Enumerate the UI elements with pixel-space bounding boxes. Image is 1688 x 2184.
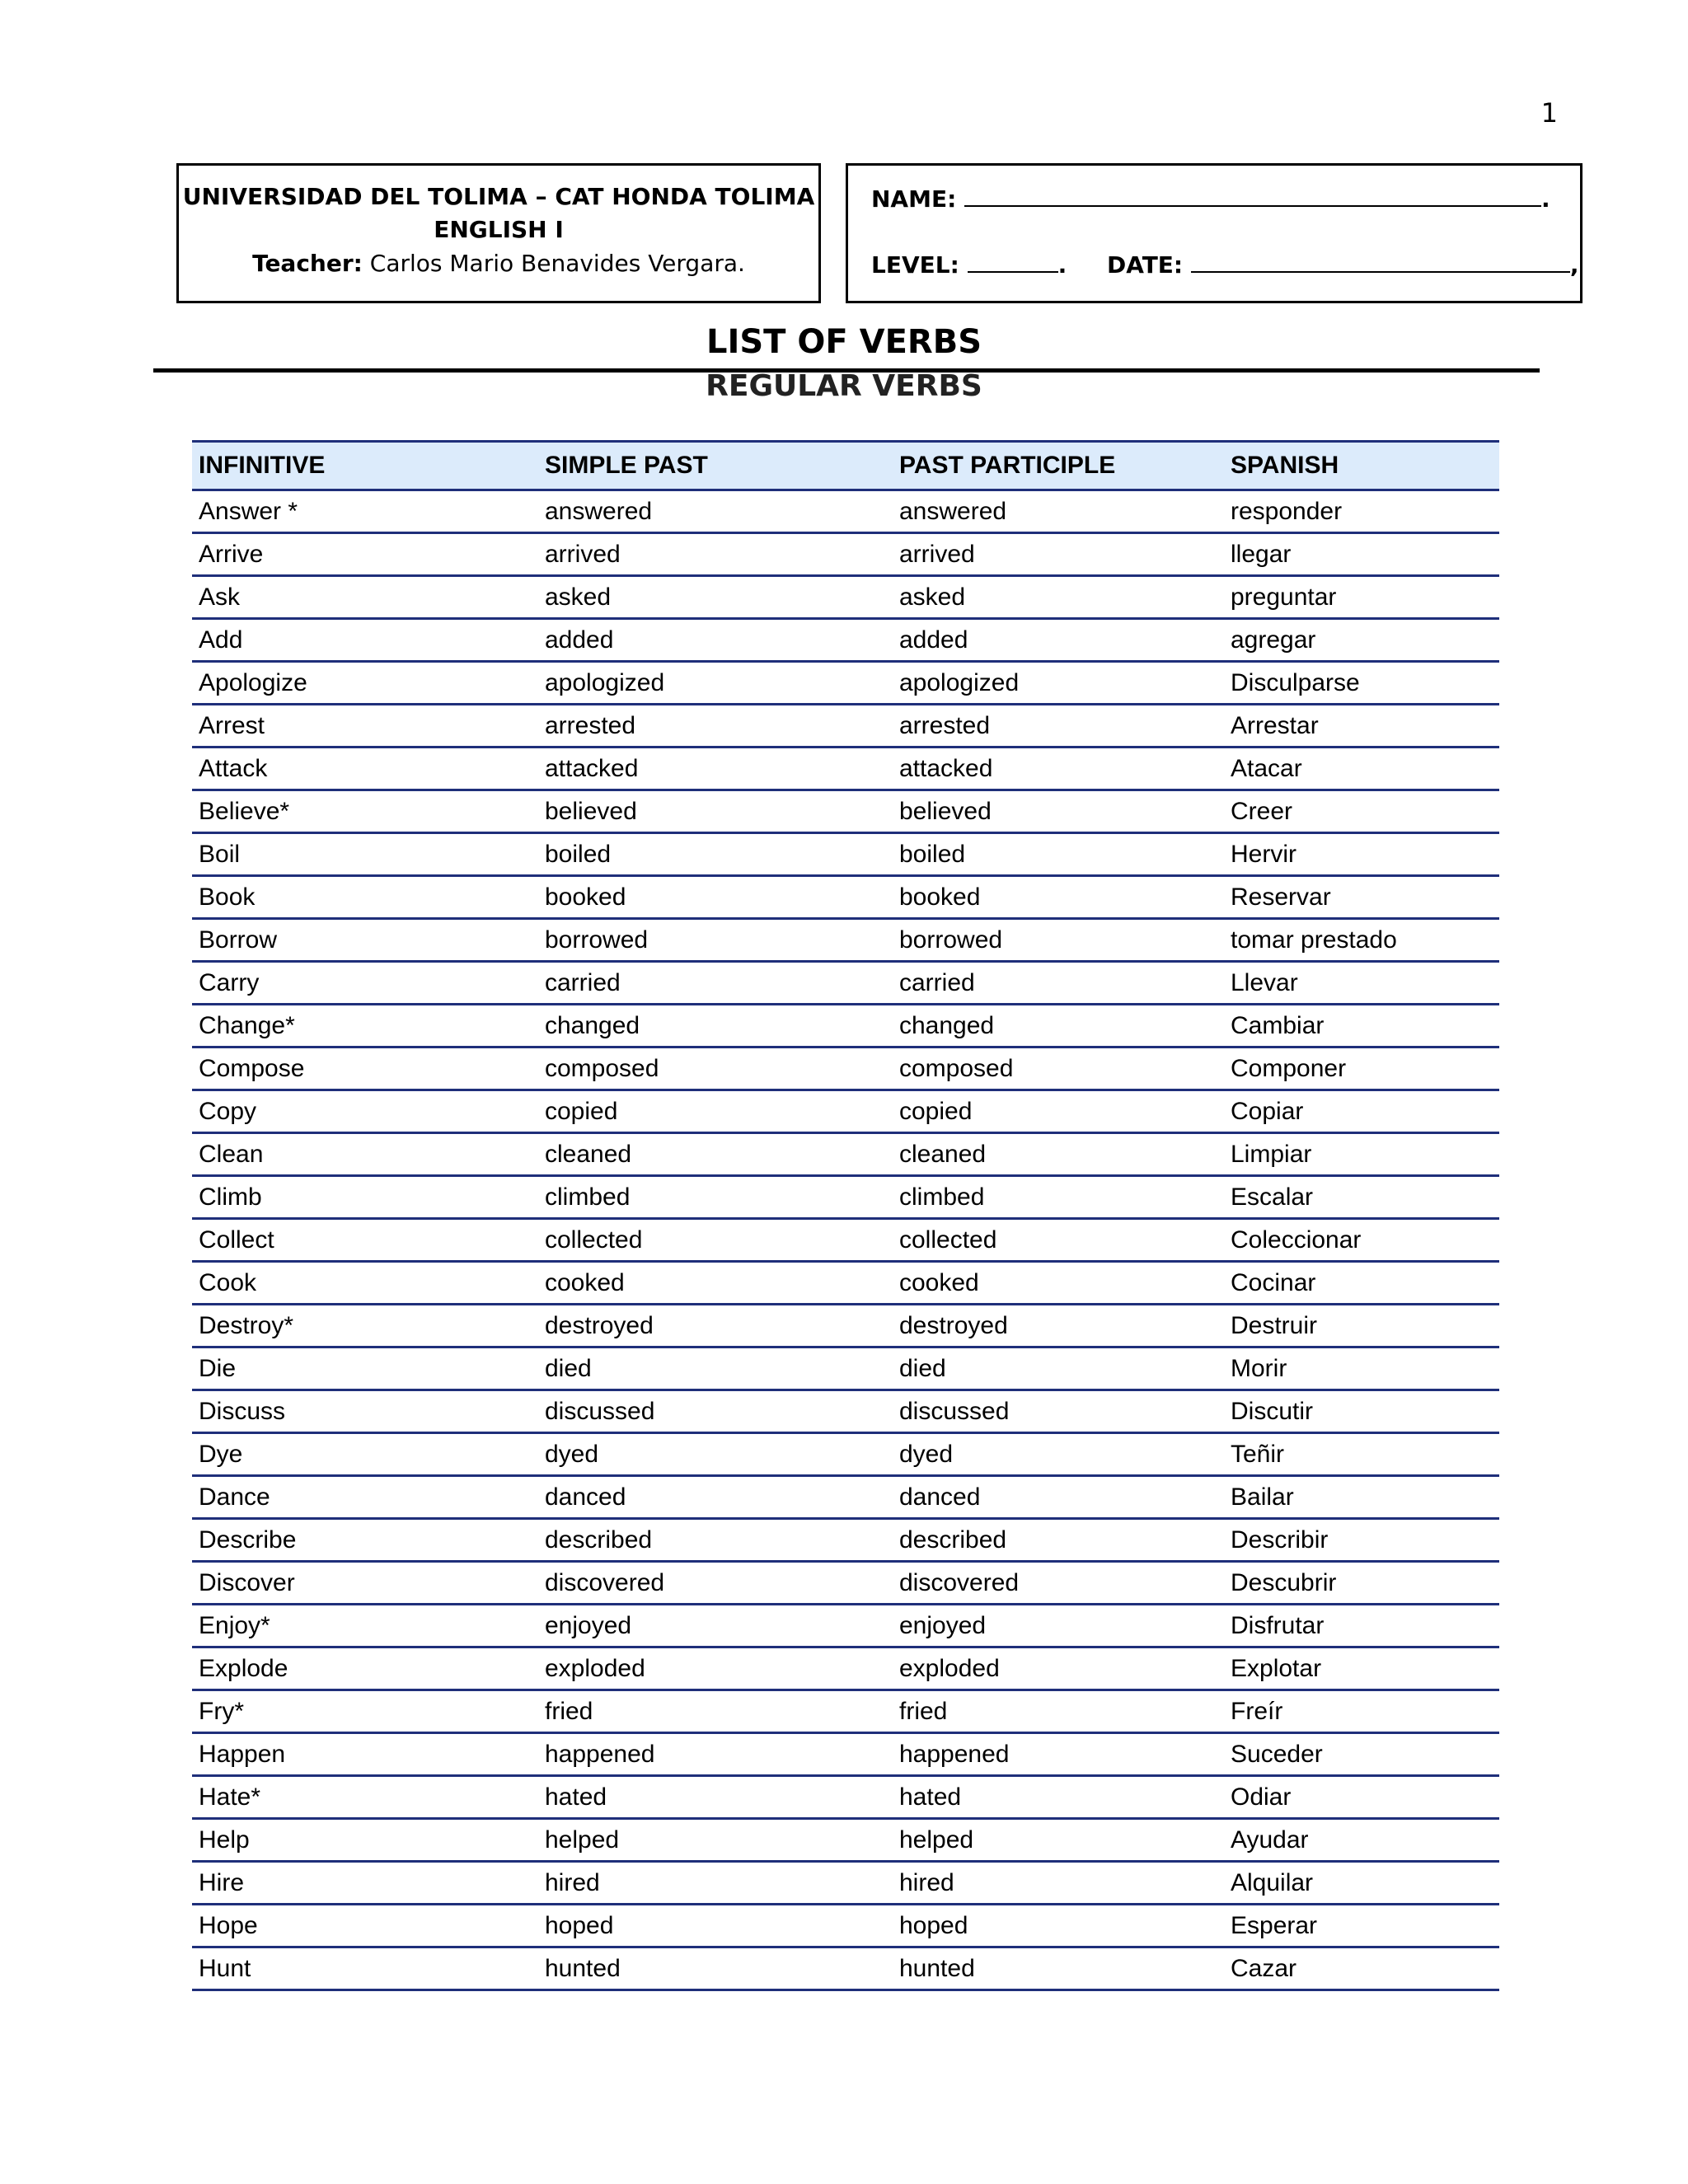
- simple-past-cell: described: [538, 1519, 893, 1562]
- infinitive-cell: Hunt: [192, 1947, 538, 1990]
- simple-past-cell: climbed: [538, 1176, 893, 1219]
- past-participle-cell: apologized: [893, 662, 1224, 705]
- table-row: [192, 576, 1499, 619]
- simple-past-cell: composed: [538, 1047, 893, 1090]
- level-end: .: [1057, 251, 1067, 279]
- header-spanish: SPANISH: [1224, 442, 1499, 490]
- infinitive-cell: Book: [192, 876, 538, 919]
- infinitive-cell: Dye: [192, 1433, 538, 1476]
- spanish-cell: Componer: [1224, 1047, 1499, 1090]
- table-row: [192, 1347, 1499, 1390]
- teacher-label: Teacher:: [252, 250, 363, 277]
- past-participle-cell: changed: [893, 1005, 1224, 1047]
- spanish-cell: llegar: [1224, 533, 1499, 576]
- table-row: [192, 790, 1499, 833]
- name-label: NAME:: [871, 185, 957, 213]
- spanish-cell: Escalar: [1224, 1176, 1499, 1219]
- table-header-row: [192, 442, 1499, 490]
- spanish-cell: Arrestar: [1224, 705, 1499, 748]
- infinitive-cell: Destroy*: [192, 1305, 538, 1347]
- past-participle-cell: destroyed: [893, 1305, 1224, 1347]
- table-row: [192, 490, 1499, 533]
- table-row: [192, 1947, 1499, 1990]
- simple-past-cell: died: [538, 1347, 893, 1390]
- header-infinitive: INFINITIVE: [192, 442, 538, 490]
- infinitive-cell: Dance: [192, 1476, 538, 1519]
- spanish-cell: Esperar: [1224, 1905, 1499, 1947]
- spanish-cell: Descubrir: [1224, 1562, 1499, 1605]
- simple-past-cell: hired: [538, 1862, 893, 1905]
- infinitive-cell: Boil: [192, 833, 538, 876]
- teacher-name: Carlos Mario Benavides Vergara.: [369, 250, 745, 277]
- spanish-cell: Ayudar: [1224, 1819, 1499, 1862]
- infinitive-cell: Climb: [192, 1176, 538, 1219]
- table-row: [192, 705, 1499, 748]
- level-label: LEVEL:: [871, 251, 959, 279]
- table-row: [192, 876, 1499, 919]
- spanish-cell: Freír: [1224, 1690, 1499, 1733]
- past-participle-cell: danced: [893, 1476, 1224, 1519]
- table-row: [192, 1390, 1499, 1433]
- simple-past-cell: hunted: [538, 1947, 893, 1990]
- simple-past-cell: danced: [538, 1476, 893, 1519]
- table-row: [192, 1133, 1499, 1176]
- infinitive-cell: Arrest: [192, 705, 538, 748]
- simple-past-cell: cleaned: [538, 1133, 893, 1176]
- spanish-cell: Odiar: [1224, 1776, 1499, 1819]
- infinitive-cell: Hate*: [192, 1776, 538, 1819]
- infinitive-cell: Discover: [192, 1562, 538, 1605]
- past-participle-cell: enjoyed: [893, 1605, 1224, 1647]
- past-participle-cell: booked: [893, 876, 1224, 919]
- spanish-cell: Coleccionar: [1224, 1219, 1499, 1262]
- table-row: [192, 1005, 1499, 1047]
- institution-box: [176, 163, 821, 303]
- simple-past-cell: arrested: [538, 705, 893, 748]
- past-participle-cell: happened: [893, 1733, 1224, 1776]
- spanish-cell: preguntar: [1224, 576, 1499, 619]
- simple-past-cell: fried: [538, 1690, 893, 1733]
- name-end: .: [1541, 185, 1550, 213]
- table-row: [192, 1047, 1499, 1090]
- spanish-cell: Describir: [1224, 1519, 1499, 1562]
- simple-past-cell: attacked: [538, 748, 893, 790]
- past-participle-cell: boiled: [893, 833, 1224, 876]
- date-label: DATE:: [1106, 251, 1184, 279]
- table-row: [192, 1819, 1499, 1862]
- table-row: [192, 1262, 1499, 1305]
- simple-past-cell: copied: [538, 1090, 893, 1133]
- level-field[interactable]: [968, 250, 1058, 273]
- infinitive-cell: Collect: [192, 1219, 538, 1262]
- simple-past-cell: believed: [538, 790, 893, 833]
- table-row: [192, 1305, 1499, 1347]
- table-row: [192, 1219, 1499, 1262]
- spanish-cell: Teñir: [1224, 1433, 1499, 1476]
- infinitive-cell: Borrow: [192, 919, 538, 962]
- past-participle-cell: cleaned: [893, 1133, 1224, 1176]
- table-row: [192, 833, 1499, 876]
- teacher-line: [179, 246, 818, 281]
- past-participle-cell: hoped: [893, 1905, 1224, 1947]
- simple-past-cell: helped: [538, 1819, 893, 1862]
- past-participle-cell: died: [893, 1347, 1224, 1390]
- page-number: 1: [1540, 97, 1558, 129]
- simple-past-cell: borrowed: [538, 919, 893, 962]
- spanish-cell: Disfrutar: [1224, 1605, 1499, 1647]
- past-participle-cell: carried: [893, 962, 1224, 1005]
- past-participle-cell: arrived: [893, 533, 1224, 576]
- verbs-table-body: [192, 490, 1499, 1990]
- past-participle-cell: described: [893, 1519, 1224, 1562]
- spanish-cell: responder: [1224, 490, 1499, 533]
- spanish-cell: Cocinar: [1224, 1262, 1499, 1305]
- past-participle-cell: answered: [893, 490, 1224, 533]
- simple-past-cell: discovered: [538, 1562, 893, 1605]
- simple-past-cell: enjoyed: [538, 1605, 893, 1647]
- simple-past-cell: changed: [538, 1005, 893, 1047]
- spanish-cell: Limpiar: [1224, 1133, 1499, 1176]
- infinitive-cell: Happen: [192, 1733, 538, 1776]
- spanish-cell: Reservar: [1224, 876, 1499, 919]
- simple-past-cell: carried: [538, 962, 893, 1005]
- infinitive-cell: Attack: [192, 748, 538, 790]
- header-simple-past: SIMPLE PAST: [538, 442, 893, 490]
- spanish-cell: Alquilar: [1224, 1862, 1499, 1905]
- spanish-cell: agregar: [1224, 619, 1499, 662]
- spanish-cell: Destruir: [1224, 1305, 1499, 1347]
- infinitive-cell: Discuss: [192, 1390, 538, 1433]
- past-participle-cell: hunted: [893, 1947, 1224, 1990]
- past-participle-cell: composed: [893, 1047, 1224, 1090]
- simple-past-cell: apologized: [538, 662, 893, 705]
- simple-past-cell: asked: [538, 576, 893, 619]
- verbs-table: [192, 440, 1499, 1991]
- infinitive-cell: Hope: [192, 1905, 538, 1947]
- student-info-box: [846, 163, 1582, 303]
- infinitive-cell: Hire: [192, 1862, 538, 1905]
- simple-past-cell: hoped: [538, 1905, 893, 1947]
- table-row: [192, 1176, 1499, 1219]
- past-participle-cell: fried: [893, 1690, 1224, 1733]
- spanish-cell: Copiar: [1224, 1090, 1499, 1133]
- name-field[interactable]: [964, 184, 1541, 207]
- simple-past-cell: hated: [538, 1776, 893, 1819]
- table-row: [192, 533, 1499, 576]
- course-name: ENGLISH I: [434, 216, 564, 243]
- simple-past-cell: discussed: [538, 1390, 893, 1433]
- table-row: [192, 1562, 1499, 1605]
- past-participle-cell: helped: [893, 1819, 1224, 1862]
- table-row: [192, 1862, 1499, 1905]
- past-participle-cell: believed: [893, 790, 1224, 833]
- infinitive-cell: Clean: [192, 1133, 538, 1176]
- past-participle-cell: discovered: [893, 1562, 1224, 1605]
- infinitive-cell: Fry*: [192, 1690, 538, 1733]
- past-participle-cell: asked: [893, 576, 1224, 619]
- infinitive-cell: Carry: [192, 962, 538, 1005]
- table-row: [192, 1090, 1499, 1133]
- infinitive-cell: Compose: [192, 1047, 538, 1090]
- table-row: [192, 962, 1499, 1005]
- infinitive-cell: Describe: [192, 1519, 538, 1562]
- spanish-cell: Cambiar: [1224, 1005, 1499, 1047]
- past-participle-cell: climbed: [893, 1176, 1224, 1219]
- spanish-cell: Atacar: [1224, 748, 1499, 790]
- table-row: [192, 1519, 1499, 1562]
- date-field[interactable]: [1191, 250, 1570, 273]
- table-row: [192, 1733, 1499, 1776]
- table-row: [192, 1605, 1499, 1647]
- simple-past-cell: answered: [538, 490, 893, 533]
- past-participle-cell: added: [893, 619, 1224, 662]
- past-participle-cell: cooked: [893, 1262, 1224, 1305]
- table-row: [192, 1905, 1499, 1947]
- spanish-cell: tomar prestado: [1224, 919, 1499, 962]
- table-row: [192, 748, 1499, 790]
- table-row: [192, 619, 1499, 662]
- spanish-cell: Creer: [1224, 790, 1499, 833]
- past-participle-cell: discussed: [893, 1390, 1224, 1433]
- infinitive-cell: Answer *: [192, 490, 538, 533]
- spanish-cell: Suceder: [1224, 1733, 1499, 1776]
- infinitive-cell: Apologize: [192, 662, 538, 705]
- spanish-cell: Disculparse: [1224, 662, 1499, 705]
- simple-past-cell: boiled: [538, 833, 893, 876]
- past-participle-cell: dyed: [893, 1433, 1224, 1476]
- simple-past-cell: cooked: [538, 1262, 893, 1305]
- infinitive-cell: Change*: [192, 1005, 538, 1047]
- spanish-cell: Cazar: [1224, 1947, 1499, 1990]
- past-participle-cell: arrested: [893, 705, 1224, 748]
- past-participle-cell: collected: [893, 1219, 1224, 1262]
- past-participle-cell: borrowed: [893, 919, 1224, 962]
- level-date-row: [871, 250, 1579, 279]
- infinitive-cell: Believe*: [192, 790, 538, 833]
- header-past-participle: PAST PARTICIPLE: [893, 442, 1224, 490]
- date-end: ,: [1569, 251, 1579, 279]
- infinitive-cell: Die: [192, 1347, 538, 1390]
- table-row: [192, 662, 1499, 705]
- infinitive-cell: Cook: [192, 1262, 538, 1305]
- spanish-cell: Bailar: [1224, 1476, 1499, 1519]
- spanish-cell: Explotar: [1224, 1647, 1499, 1690]
- table-row: [192, 1433, 1499, 1476]
- infinitive-cell: Ask: [192, 576, 538, 619]
- past-participle-cell: hired: [893, 1862, 1224, 1905]
- spanish-cell: Llevar: [1224, 962, 1499, 1005]
- infinitive-cell: Explode: [192, 1647, 538, 1690]
- simple-past-cell: exploded: [538, 1647, 893, 1690]
- spanish-cell: Morir: [1224, 1347, 1499, 1390]
- spanish-cell: Hervir: [1224, 833, 1499, 876]
- simple-past-cell: booked: [538, 876, 893, 919]
- simple-past-cell: destroyed: [538, 1305, 893, 1347]
- infinitive-cell: Copy: [192, 1090, 538, 1133]
- past-participle-cell: hated: [893, 1776, 1224, 1819]
- infinitive-cell: Help: [192, 1819, 538, 1862]
- table-row: [192, 1476, 1499, 1519]
- past-participle-cell: attacked: [893, 748, 1224, 790]
- simple-past-cell: added: [538, 619, 893, 662]
- infinitive-cell: Enjoy*: [192, 1605, 538, 1647]
- simple-past-cell: arrived: [538, 533, 893, 576]
- table-row: [192, 1690, 1499, 1733]
- infinitive-cell: Arrive: [192, 533, 538, 576]
- past-participle-cell: exploded: [893, 1647, 1224, 1690]
- spanish-cell: Discutir: [1224, 1390, 1499, 1433]
- page-title: LIST OF VERBS: [706, 323, 982, 361]
- page-subtitle: REGULAR VERBS: [706, 369, 982, 403]
- simple-past-cell: dyed: [538, 1433, 893, 1476]
- name-row: [871, 184, 1550, 213]
- table-row: [192, 919, 1499, 962]
- institution-name: UNIVERSIDAD DEL TOLIMA – CAT HONDA TOLIMA: [182, 183, 815, 210]
- table-row: [192, 1776, 1499, 1819]
- past-participle-cell: copied: [893, 1090, 1224, 1133]
- infinitive-cell: Add: [192, 619, 538, 662]
- table-row: [192, 1647, 1499, 1690]
- simple-past-cell: happened: [538, 1733, 893, 1776]
- simple-past-cell: collected: [538, 1219, 893, 1262]
